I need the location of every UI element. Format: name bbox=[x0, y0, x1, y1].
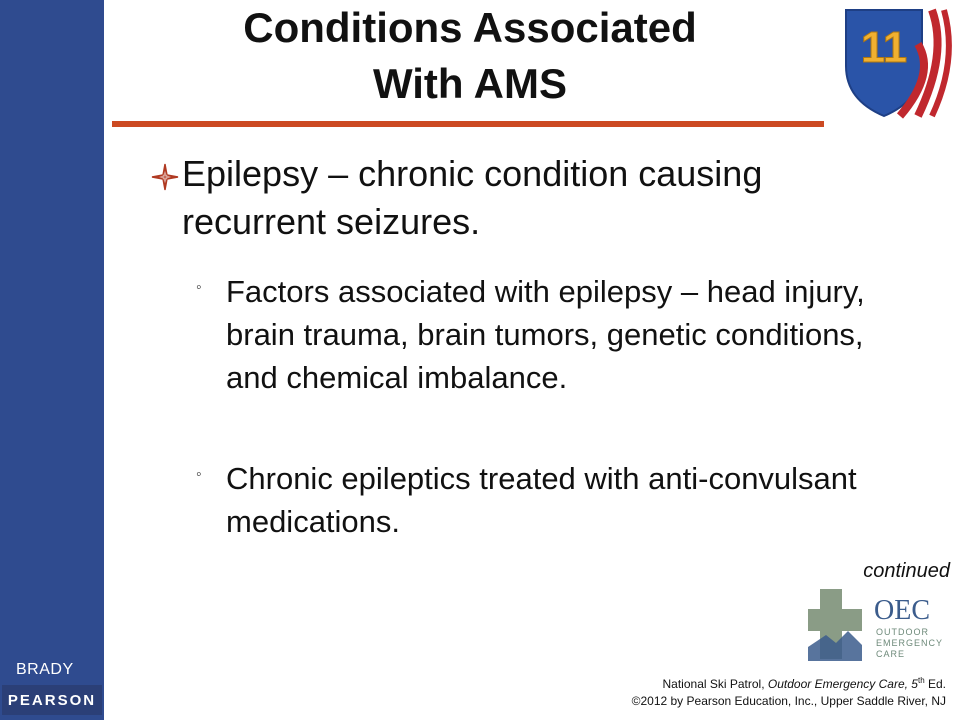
sub-bullet-icon: ◦ bbox=[196, 279, 202, 296]
pearson-logo: PEARSON bbox=[2, 685, 102, 715]
oec-line-3: CARE bbox=[876, 649, 906, 659]
compass-star-bullet-icon bbox=[150, 162, 180, 192]
sub-bullet-text: Factors associated with epilepsy – head injury, brain trauma, brain tumors, genetic conditions, and chemical imbalance. bbox=[226, 274, 865, 395]
anniversary-shield-icon bbox=[840, 4, 955, 119]
oec-acronym: OEC bbox=[874, 595, 930, 626]
main-bullet-text: Epilepsy – chronic condition causing recurrent seizures. bbox=[182, 153, 763, 242]
continued-label: continued bbox=[863, 560, 950, 582]
slide-title bbox=[150, 0, 790, 112]
oec-cross-logo-icon bbox=[806, 585, 954, 665]
oec-line-2: EMERGENCY bbox=[876, 638, 944, 648]
footer-line-2: ©2012 by Pearson Education, Inc., Upper Saddle River, NJ bbox=[631, 694, 946, 708]
brady-label: BRADY bbox=[16, 661, 74, 678]
sub-bullet-text: Chronic epileptics treated with anti-convulsant medications. bbox=[226, 461, 857, 539]
copyright-footer bbox=[632, 672, 946, 710]
oec-line-1: OUTDOOR bbox=[876, 627, 929, 637]
title-divider bbox=[112, 121, 824, 127]
sub-bullet-icon: ◦ bbox=[196, 466, 202, 483]
left-sidebar bbox=[0, 0, 104, 720]
title-line-2: With AMS bbox=[372, 60, 568, 107]
badge-number: 11 bbox=[860, 23, 908, 72]
footer-line-1: National Ski Patrol, Outdoor Emergency Care, 5th Ed. bbox=[662, 676, 946, 691]
title-line-1: Conditions Associated bbox=[243, 4, 697, 51]
